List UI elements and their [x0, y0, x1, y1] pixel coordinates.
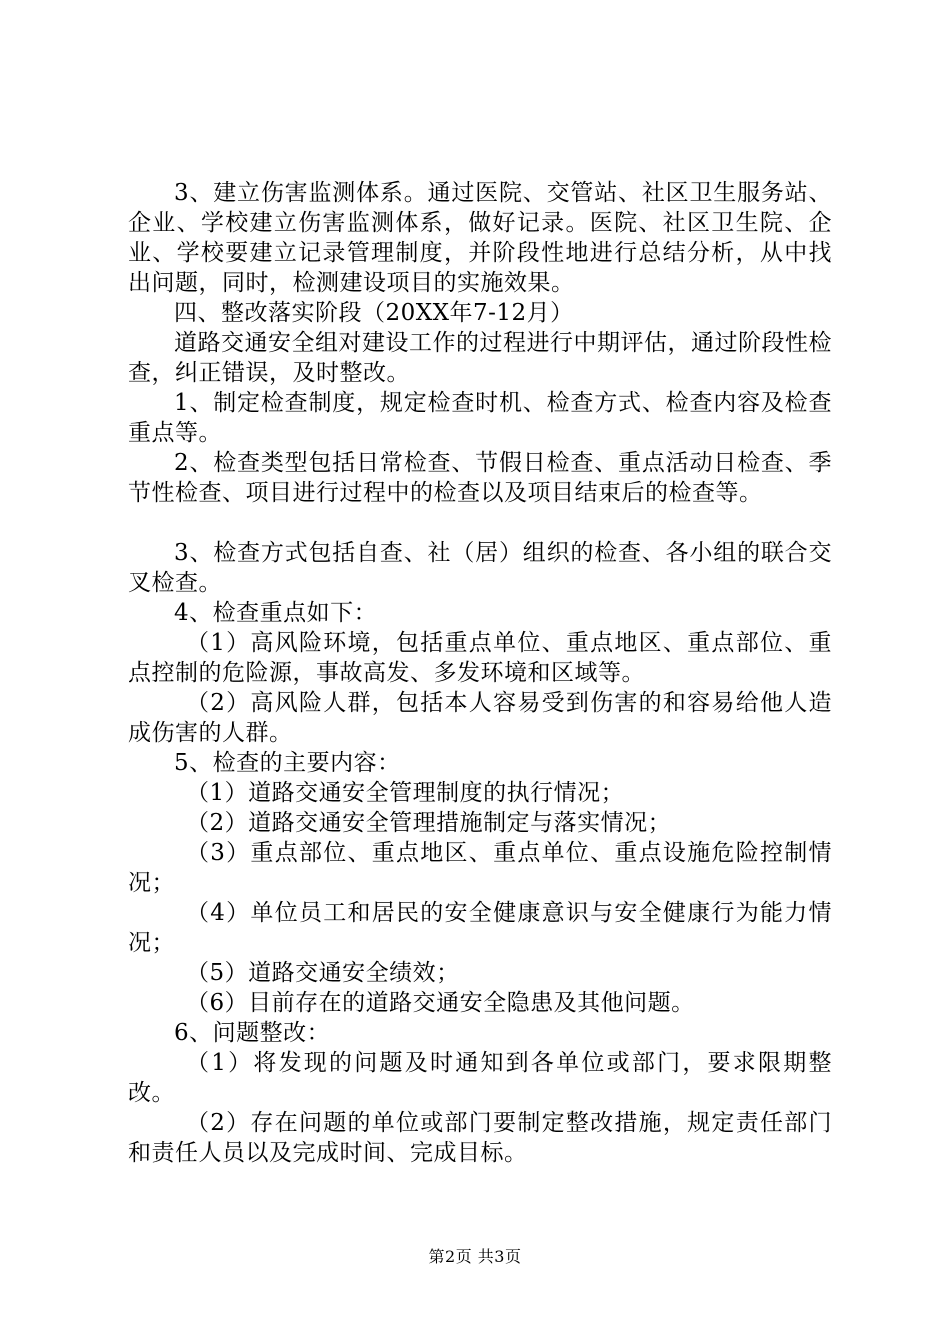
- list-item-management-measures: （2）道路交通安全管理措施制定与落实情况；: [186, 810, 672, 836]
- list-item-key-facilities: （3）重点部位、重点地区、重点单位、重点设施危险控制情况；: [128, 840, 832, 896]
- page-number-footer: 第2页 共3页: [428, 1247, 522, 1266]
- list-item-high-risk-environment: （1）高风险环境，包括重点单位、重点地区、重点部位、重点控制的危险源，事故高发、多发环境和区域等。: [128, 630, 832, 686]
- paragraph-inspection-focus: 4、检查重点如下：: [174, 600, 378, 626]
- paragraph-inspection-types: 2、检查类型包括日常检查、节假日检查、重点活动日检查、季节性检查、项目进行过程中的检查以及项目结束后的检查等。: [128, 450, 832, 506]
- list-item-hidden-dangers: （6）目前存在的道路交通安全隐患及其他问题。: [186, 990, 695, 1016]
- paragraph-main-content: 5、检查的主要内容：: [174, 750, 401, 776]
- list-item-health-awareness: （4）单位员工和居民的安全健康意识与安全健康行为能力情况；: [128, 900, 832, 956]
- paragraph-inspection-methods: 3、检查方式包括自查、社（居）组织的检查、各小组的联合交叉检查。: [128, 540, 832, 596]
- document-body: [128, 178, 832, 1168]
- paragraph-mid-term-evaluation: 道路交通安全组对建设工作的过程进行中期评估，通过阶段性检查，纠正错误，及时整改。: [128, 330, 832, 386]
- paragraph-problem-rectification: 6、问题整改：: [174, 1020, 331, 1046]
- list-item-management-system: （1）道路交通安全管理制度的执行情况；: [186, 780, 625, 806]
- list-item-high-risk-population: （2）高风险人群，包括本人容易受到伤害的和容易给他人造成伤害的人群。: [128, 690, 832, 746]
- paragraph-injury-monitoring: 3、建立伤害监测体系。通过医院、交管站、社区卫生服务站、企业、学校建立伤害监测体系，做好记录。医院、社区卫生院、企业、学校要建立记录管理制度，并阶段性地进行总结分析，从中找出问题，同时，检测建设项目的实施效果。: [128, 180, 832, 296]
- section-heading-rectification: 四、整改落实阶段（20XX年7-12月）: [174, 300, 574, 326]
- list-item-safety-performance: （5）道路交通安全绩效；: [186, 960, 460, 986]
- list-item-notify-units: （1）将发现的问题及时通知到各单位或部门，要求限期整改。: [128, 1050, 832, 1106]
- paragraph-inspection-system: 1、制定检查制度，规定检查时机、检查方式、检查内容及检查重点等。: [128, 390, 832, 446]
- list-item-rectification-measures: （2）存在问题的单位或部门要制定整改措施，规定责任部门和责任人员以及完成时间、完成目标。: [128, 1110, 832, 1166]
